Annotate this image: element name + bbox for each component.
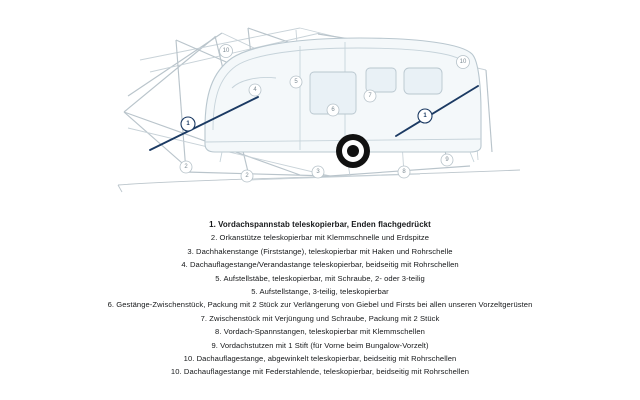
ground-tick-left <box>118 185 122 192</box>
legend-item: 7. Zwischenstück mit Verjüngung und Schraube, Packung mit 2 Stück <box>200 313 440 323</box>
svg-text:5: 5 <box>294 79 298 85</box>
legend-item: 1. Vordachspannstab teleskopierbar, Enden flachgedrückt <box>209 220 431 229</box>
badge-4 <box>249 84 261 96</box>
legend-item: 2. Orkanstütze teleskopierbar mit Klemmschnelle und Erdspitze <box>210 233 430 243</box>
svg-text:2: 2 <box>184 164 188 170</box>
svg-text:3: 3 <box>316 169 320 175</box>
svg-text:1: 1 <box>186 121 190 127</box>
badge-3 <box>312 166 324 178</box>
badge-1-right <box>418 109 432 123</box>
legend-item: 10. Dachauflagestange, abgewinkelt teleskopierbar, beidseitig mit Rohrschellen <box>183 354 457 364</box>
legend-item: 10. Dachauflagestange mit Federstahlende, teleskopierbar, beidseitig mit Rohrschellen <box>170 367 470 377</box>
badge-2-a <box>180 161 192 173</box>
legend-item: 4. Dachauflagestange/Verandastange teleskopierbar, beidseitig mit Rohrschellen <box>181 260 459 270</box>
badge-8 <box>398 166 410 178</box>
caravan-wheel <box>336 134 370 168</box>
legend-item: 8. Vordach-Spannstangen, teleskopierbar mit Klemmschellen <box>215 327 425 337</box>
svg-text:10: 10 <box>459 59 467 65</box>
svg-text:10: 10 <box>222 48 230 54</box>
badge-7 <box>364 90 376 102</box>
legend-item: 3. Dachhakenstange (Firststange), teleskopierbar mit Haken und Rohrschelle <box>187 246 453 256</box>
legend-item: 9. Vordachstutzen mit 1 Stift (für Vorne beim Bungalow-Vorzelt) <box>211 340 429 350</box>
badge-10-left <box>220 45 233 58</box>
legend-list <box>18 218 622 379</box>
badge-10-right <box>457 56 470 69</box>
svg-text:8: 8 <box>402 169 406 175</box>
badge-6 <box>327 104 339 116</box>
legend-item: 6. Gestänge-Zwischenstück, Packung mit 2 Stück zur Verlängerung von Giebel und Firsts bei allen unseren Vorzeltgerüsten <box>107 300 533 310</box>
legend-item: 5. Aufstellstäbe, teleskopierbar, mit Schraube, 2- oder 3-teilig <box>215 273 425 283</box>
badge-1-left <box>181 117 195 131</box>
svg-text:6: 6 <box>331 107 335 113</box>
svg-text:1: 1 <box>423 113 427 119</box>
svg-text:9: 9 <box>445 157 449 163</box>
badge-2-b <box>241 170 253 182</box>
svg-text:2: 2 <box>245 173 249 179</box>
badge-9 <box>441 154 453 166</box>
legend <box>0 218 640 379</box>
svg-text:7: 7 <box>368 93 372 99</box>
badge-5 <box>290 76 302 88</box>
legend-item: 5. Aufstellstange, 3-teilig, teleskopierbar <box>251 287 389 297</box>
svg-text:4: 4 <box>253 87 257 93</box>
